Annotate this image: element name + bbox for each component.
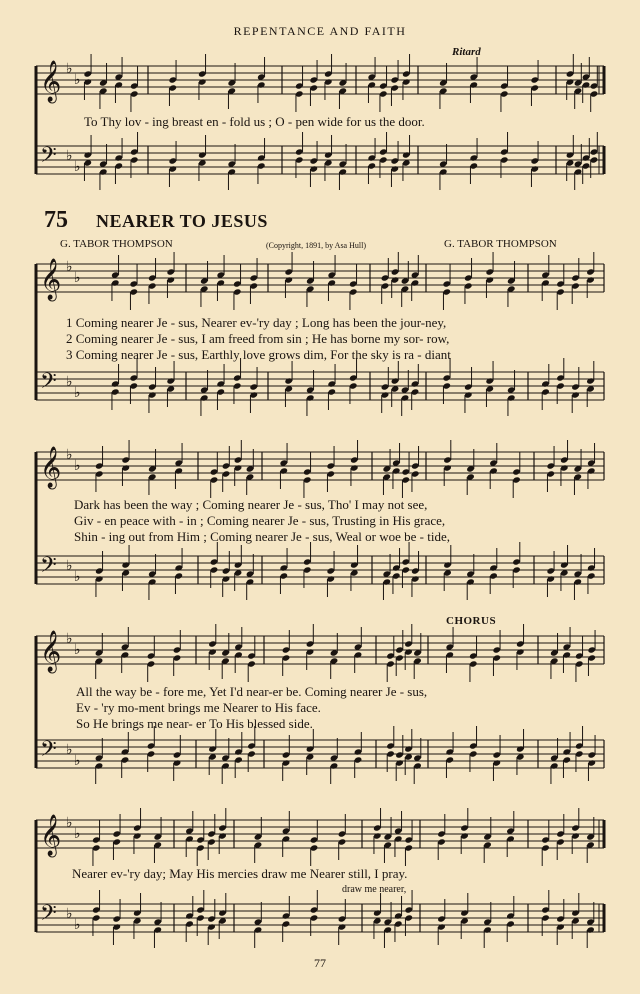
flat-icon: ♭: [74, 826, 81, 842]
bass-clef-icon: 𝄢: [40, 553, 57, 583]
flat-icon: ♭: [74, 642, 81, 658]
lyric-s3-verse2: Ev - 'ry mo-ment brings me Nearer to His face.: [76, 700, 321, 715]
flat-icon: ♭: [66, 742, 73, 758]
lyric-s1-verse1: 1 Coming nearer Je - sus, Nearer ev-'ry day ; Long has been the jour-ney,: [66, 315, 447, 330]
flat-icon: ♭: [66, 558, 73, 574]
flat-icon: ♭: [74, 270, 81, 286]
flat-icon: ♭: [74, 159, 81, 175]
flat-icon: ♭: [66, 148, 73, 164]
hymn-title: NEARER TO JESUS: [96, 211, 268, 231]
lyric-s1-verse2: 2 Coming nearer Je - sus, I am freed from sin ; He has borne my sor- row,: [66, 331, 450, 346]
lyric-s4: Nearer ev-'ry day; May His mercies draw me Nearer still, I pray.: [72, 866, 408, 881]
lyric-s2-verse1: Dark has been the way ; Coming nearer Je - sus, Tho' I may not see,: [74, 497, 428, 512]
flat-icon: ♭: [66, 61, 73, 77]
lyric-s1-verse3: 3 Coming nearer Je - sus, Earthly love grows dim, For the sky is ra - diant: [66, 347, 451, 362]
tempo-mark: Ritard: [452, 46, 481, 58]
flat-icon: ♭: [74, 458, 81, 474]
page-number: 77: [314, 956, 326, 970]
bass-clef-icon: 𝄢: [40, 737, 57, 767]
flat-icon: ♭: [66, 447, 73, 463]
lyric-s4-note: draw me nearer,: [342, 884, 407, 895]
flat-icon: ♭: [74, 72, 81, 88]
bass-clef-icon: 𝄢: [40, 369, 57, 399]
lyric-s3-verse3: So He brings me near- er To His blessed side.: [76, 716, 313, 731]
chorus-label: CHORUS: [446, 615, 497, 627]
flat-icon: ♭: [66, 631, 73, 647]
copyright-notice: (Copyright, 1891, by Asa Hull): [266, 241, 366, 250]
treble-clef-icon: 𝄞: [40, 815, 62, 856]
flat-icon: ♭: [74, 569, 81, 585]
lyric-s2-verse2: Giv - en peace with - in ; Coming nearer Je - sus, Trusting in His grace,: [74, 513, 446, 528]
lyric-line-top: To Thy lov - ing breast en - fold us ; O - pen wide for us the door.: [84, 114, 425, 129]
composer-left: G. TABOR THOMPSON: [60, 238, 173, 250]
composer-right: G. TABOR THOMPSON: [444, 238, 557, 250]
bass-clef-icon: 𝄢: [40, 901, 57, 931]
flat-icon: ♭: [66, 259, 73, 275]
flat-icon: ♭: [66, 906, 73, 922]
bass-clef-icon: 𝄢: [40, 143, 57, 173]
lyric-s3-verse1: All the way be - fore me, Yet I'd near-er be. Coming nearer Je - sus,: [76, 684, 428, 699]
flat-icon: ♭: [74, 385, 81, 401]
treble-clef-icon: 𝄞: [40, 447, 62, 488]
lyric-s2-verse3: Shin - ing out from Him ; Coming nearer Je - sus, Weal or woe be - tide,: [74, 529, 451, 544]
flat-icon: ♭: [74, 753, 81, 769]
treble-clef-icon: 𝄞: [40, 631, 62, 672]
treble-clef-icon: 𝄞: [40, 61, 62, 102]
flat-icon: ♭: [66, 374, 73, 390]
running-head: REPENTANCE AND FAITH: [233, 24, 407, 38]
flat-icon: ♭: [74, 917, 81, 933]
hymn-number: 75: [44, 207, 68, 233]
treble-clef-icon: 𝄞: [40, 259, 62, 300]
flat-icon: ♭: [66, 815, 73, 831]
